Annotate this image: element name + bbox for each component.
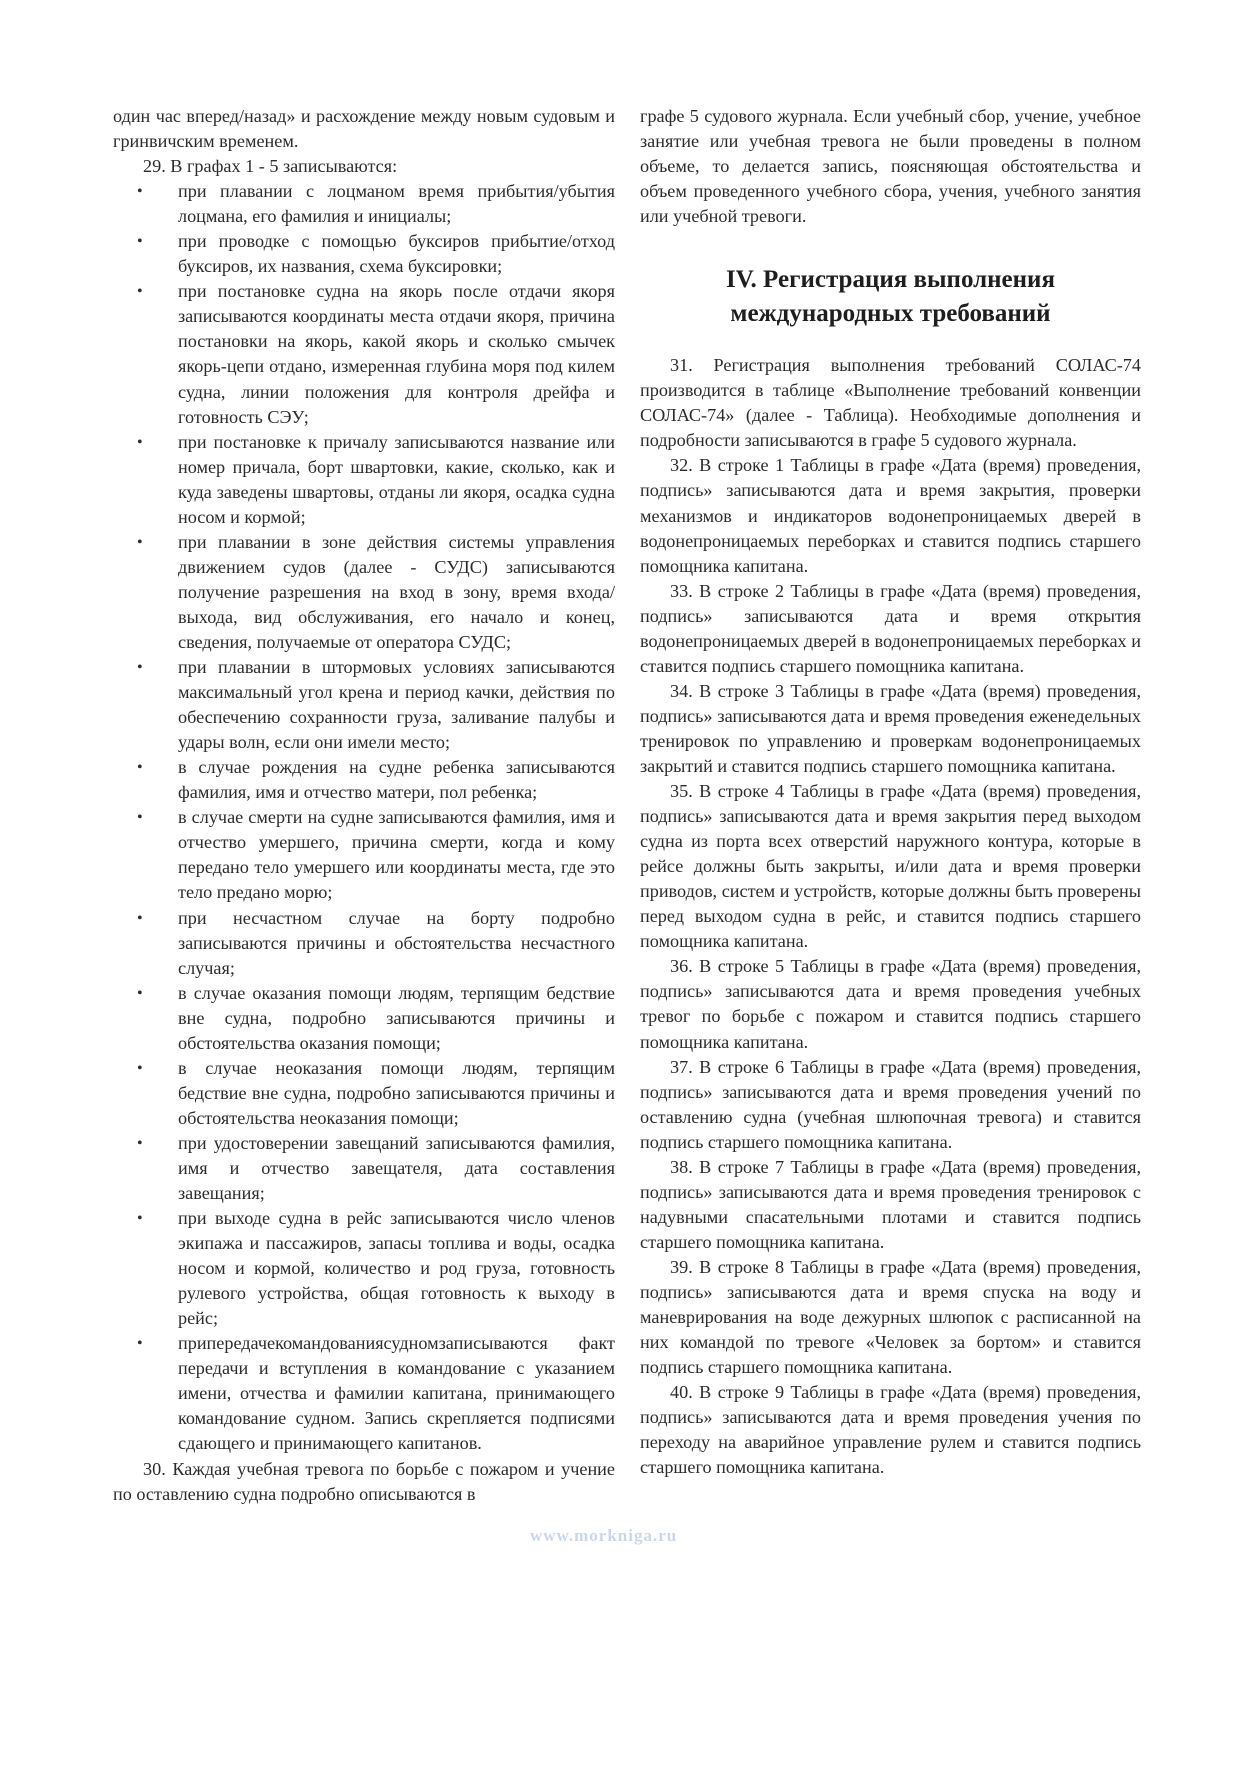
paragraph-33: 33. В строке 2 Таблицы в графе «Дата (время) проведения, подпись» записываются дата и время открытия водонепроницаемых дверей в водонепроницаемых переборках и ставится подпись старшего помощника капитана. <box>640 580 1141 676</box>
bullet-icon: • <box>137 1059 143 1077</box>
section-heading <box>640 263 1141 331</box>
bullet-icon: • <box>137 909 143 927</box>
list-item: • в случае смерти на судне записываются фамилия, имя и отчество умершего, причина смерти, когда и кому передано тело умершего или координаты места, где это тело предано морю; <box>137 807 615 903</box>
bullet-icon: • <box>137 233 143 251</box>
watermark: www.morkniga.ru <box>530 1526 678 1545</box>
list-item: • при постановке к причалу записываются название или номер причала, борт швартовки, какие, сколько, как и куда заведены швартовы, отданы ли якоря, осадка судна носом и кормой; <box>137 431 615 527</box>
list-item: • при плавании в зоне действия системы управления движением судов (далее - СУДС) записываются получение разрешения на вход в зону, время входа/выхода, вид обслуживания, его начало и конец, сведения, получаемые от оператора СУДС; <box>137 531 615 652</box>
paragraph-32: 32. В строке 1 Таблицы в графе «Дата (время) проведения, подпись» записываются дата и время закрытия, проверки механизмов и индикаторов водонепроницаемых дверей в водонепроницаемых переборках и ставится подпись старшего помощника капитана. <box>640 455 1141 576</box>
item-29-intro: 29. В графах 1 - 5 записываются: <box>143 156 398 177</box>
bullet-icon: • <box>137 759 143 777</box>
section-heading-line-1: IV. Регистрация выполнения <box>726 266 1055 294</box>
bullet-icon: • <box>137 1210 143 1228</box>
list-item: • при несчастном случае на борту подробно записываются причины и обстоятельства несчастного случая; <box>137 907 615 978</box>
item-29-bullet-list <box>113 179 615 1456</box>
list-item: • при выходе судна в рейс записываются число членов экипажа и пассажиров, запасы топлива и воды, осадка носом и кормой, количество и род груза, готовность рулевого устройства, общая готовность к выходу в рейс; <box>137 1208 615 1329</box>
paragraph-35: 35. В строке 4 Таблицы в графе «Дата (время) проведения, подпись» записываются дата и время закрытия перед выходом судна из порта всех отверстий наружного контура, которые в рейсе должны быть закрыты, и/или дата и время проверки приводов, систем и устройств, которые должны быть проверены перед выходом судна в рейс, и ставится подпись старшего помощника капитана. <box>640 781 1141 952</box>
list-item: • припередачекомандованиясудномзаписываются факт передачи и вступления в командование с указанием имени, отчества и фамилии капитана, принимающего командование судном. Запись скрепляется подписями сдающего и принимающего капитанов. <box>137 1333 615 1454</box>
list-item: • в случае оказания помощи людям, терпящим бедствие вне судна, подробно записываются причины и обстоятельства оказания помощи; <box>137 982 615 1053</box>
left-column <box>113 104 615 1507</box>
right-column <box>640 104 1141 1480</box>
bullet-icon: • <box>137 183 143 201</box>
bullet-icon: • <box>137 1335 143 1353</box>
bullet-icon: • <box>137 433 143 451</box>
paragraph-39: 39. В строке 8 Таблицы в графе «Дата (время) проведения, подпись» записываются дата и время спуска на воду и маневрирования на воде дежурных шлюпок с расписанной на них командой по тревоге «Человек за бортом» и ставится подпись старшего помощника капитана. <box>640 1256 1141 1378</box>
list-item: • в случае неоказания помощи людям, терпящим бедствие вне судна, подробно записываются причины и обстоятельства неоказания помощи; <box>137 1057 615 1128</box>
paragraph-34: 34. В строке 3 Таблицы в графе «Дата (время) проведения, подпись» записываются дата и время проведения еженедельных тренировок по управлению и проверкам водонепроницаемых закрытий и ставится подпись старшего помощника капитана. <box>640 680 1141 776</box>
list-item: • при постановке судна на якорь после отдачи якоря записываются координаты места отдачи якоря, причина постановки на якорь, какой якорь и сколько смычек якорь-цепи отдано, измеренная глубина моря под килем судна, линии положения для контроля дрейфа и готовность СЭУ; <box>137 281 615 427</box>
section-heading-line-2: международных требований <box>730 300 1051 328</box>
list-item: • при проводке с помощью буксиров прибытие/отход буксиров, их названия, схема буксировки; <box>137 231 615 277</box>
bullet-icon: • <box>137 809 143 827</box>
bullet-icon: • <box>137 984 143 1002</box>
bullet-icon: • <box>137 1134 143 1152</box>
continuation-paragraph: один час вперед/назад» и расхождение между новым судовым и гринвичским временем. <box>113 106 615 152</box>
paragraph-40: 40. В строке 9 Таблицы в графе «Дата (время) проведения, подпись» записываются дата и время проведения учения по переходу на аварийное управление рулем и ставится подпись старшего помощника капитана. <box>640 1382 1141 1478</box>
bullet-icon: • <box>137 283 143 301</box>
paragraph-31: 31. Регистрация выполнения требований СОЛАС-74 производится в таблице «Выполнение требований конвенции СОЛАС-74» (далее - Таблица). Необходимые дополнения и подробности записываются в графе 5 судового журнала. <box>640 355 1141 451</box>
paragraph-37: 37. В строке 6 Таблицы в графе «Дата (время) проведения, подпись» записываются дата и время проведения учений по оставлению судна (учебная шлюпочная тревога) и ставится подпись старшего помощника капитана. <box>640 1056 1141 1152</box>
bullet-icon: • <box>137 533 143 551</box>
paragraph-38: 38. В строке 7 Таблицы в графе «Дата (время) проведения, подпись» записываются дата и время проведения тренировок с надувными спасательными плотами и ставится подпись старшего помощника капитана. <box>640 1156 1141 1252</box>
bullet-icon: • <box>137 659 143 677</box>
continuation-paragraph: графе 5 судового журнала. Если учебный сбор, учение, учебное занятие или учебная тревога не были проведены в полном объеме, то делается запись, поясняющая обстоятельства и объем проведенного учебного сбора, учения, учебного занятия или учебной тревоги. <box>640 106 1141 227</box>
item-30-paragraph: 30. Каждая учебная тревога по борьбе с пожаром и учение по оставлению судна подробно описываются в <box>113 1458 615 1504</box>
list-item: • при плавании в штормовых условиях записываются максимальный угол крена и период качки, действия по обеспечению сохранности груза, заливание палубы и удары волн, если они имели место; <box>137 657 615 753</box>
list-item: • при плавании с лоцманом время прибытия/убытия лоцмана, его фамилия и инициалы; <box>137 181 615 227</box>
paragraph-36: 36. В строке 5 Таблицы в графе «Дата (время) проведения, подпись» записываются дата и время проведения учебных тревог по борьбе с пожаром и ставится подпись старшего помощника капитана. <box>640 956 1141 1052</box>
list-item: • при удостоверении завещаний записываются фамилия, имя и отчество завещателя, дата составления завещания; <box>137 1132 615 1204</box>
list-item: • в случае рождения на судне ребенка записываются фамилия, имя и отчество матери, пол ребенка; <box>137 757 615 803</box>
